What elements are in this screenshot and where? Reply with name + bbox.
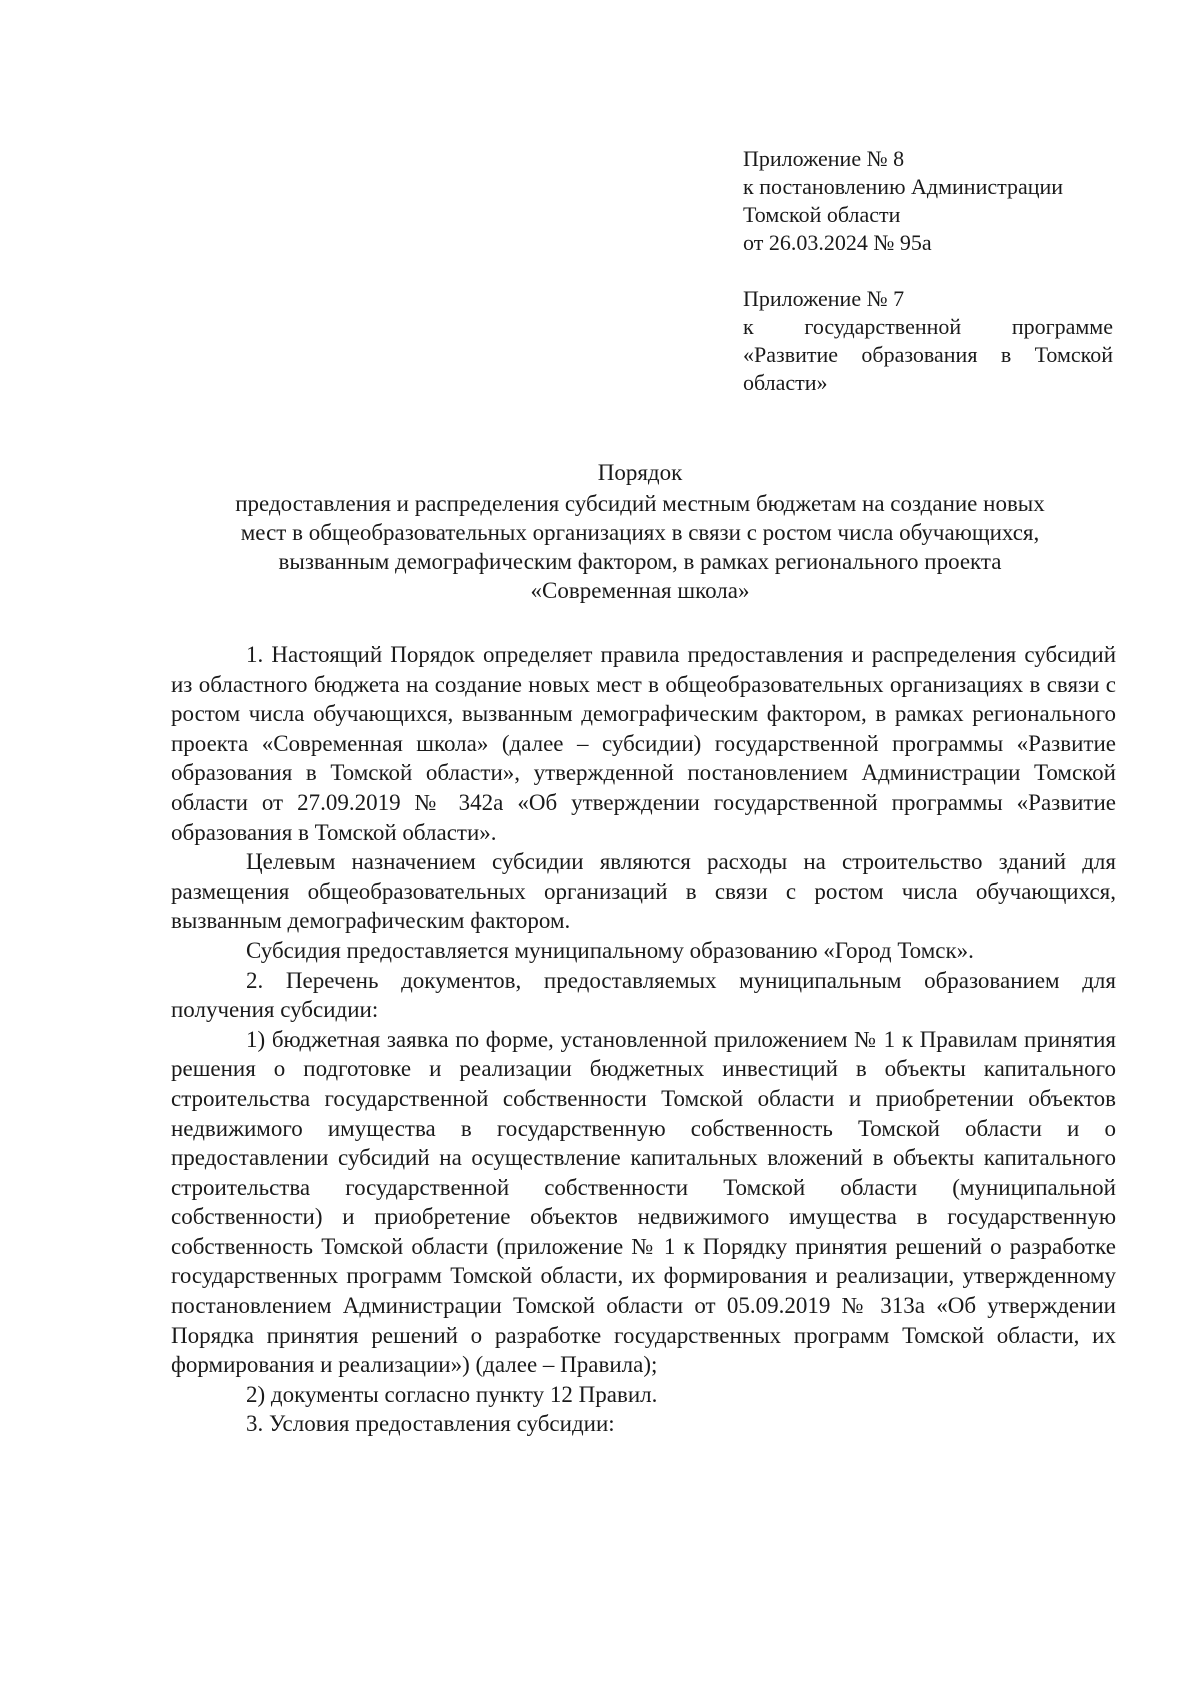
paragraph-3: Субсидия предоставляется муниципальному образованию «Город Томск». <box>246 937 974 963</box>
appendix-7-number: Приложение № 7 <box>743 286 905 311</box>
appendix-8-header <box>743 145 1113 257</box>
paragraph-1: 1. Настоящий Порядок определяет правила предоставления и распределения субсидий из областного бюджета на создание новых мест в общеобразовательных организациях в связи с ростом числа обучающихся, вызванным демографическим фактором, в рамках регионального проекта «Современная школа» (далее – субсидии) государственной программы «Развитие образования в Томской области», утвержденной постановлением Администрации Томской области от 27.09.2019 № 342а «Об утверждении государственной программы «Развитие образования в Томской области». <box>171 642 1116 845</box>
appendix-7-program-name-end: области» <box>743 370 828 395</box>
appendix-8-region: Томской области <box>743 202 901 227</box>
document-title <box>160 458 1120 605</box>
paragraph-7: 3. Условия предоставления субсидии: <box>246 1411 615 1437</box>
appendix-8-reference: к постановлению Администрации <box>743 174 1064 199</box>
paragraph-4: 2. Перечень документов, предоставляемых муниципальным образованием для получения субсидии: <box>171 967 1116 1023</box>
paragraph-2: Целевым назначением субсидии являются расходы на строительство зданий для размещения общеобразовательных организаций в связи с ростом числа обучающихся, вызванным демографическим фактором. <box>171 849 1116 934</box>
appendix-7-header <box>743 285 1113 397</box>
appendix-7-program-name: «Развитие образования в Томской <box>743 342 1113 367</box>
title-line-1: предоставления и распределения субсидий местным бюджетам на создание новых <box>235 491 1045 516</box>
appendix-8-date: от 26.03.2024 № 95а <box>743 230 932 255</box>
appendix-8-number: Приложение № 8 <box>743 146 905 171</box>
title-line-2: мест в общеобразовательных организациях в связи с ростом числа обучающихся, <box>240 520 1040 545</box>
title-line-4: «Современная школа» <box>530 578 750 603</box>
title-line-3: вызванным демографическим фактором, в рамках регионального проекта <box>278 549 1002 574</box>
appendix-7-reference: к государственной программе <box>743 314 1113 339</box>
paragraph-6: 2) документы согласно пункту 12 Правил. <box>246 1381 658 1407</box>
title-heading: Порядок <box>597 460 683 485</box>
paragraph-5: 1) бюджетная заявка по форме, установленной приложением № 1 к Правилам принятия решения о подготовке и реализации бюджетных инвестиций в объекты капитального строительства государственной собственности Томской области и приобретении объектов недвижимого имущества в государственную собственность Томской области и о предоставлении субсидий на осуществление капитальных вложений в объекты капитального строительства государственной собственности Томской области (муниципальной собственности) и приобретение объектов недвижимого имущества в государственную собственность Томской области (приложение № 1 к Порядку принятия решений о разработке государственных программ Томской области, их формирования и реализации, утвержденному постановлением Администрации Томской области от 05.09.2019 № 313а «Об утверждении Порядка принятия решений о разработке государственных программ Томской области, их формирования и реализации») (далее – Правила); <box>171 1026 1116 1378</box>
document-body <box>171 640 1116 1439</box>
